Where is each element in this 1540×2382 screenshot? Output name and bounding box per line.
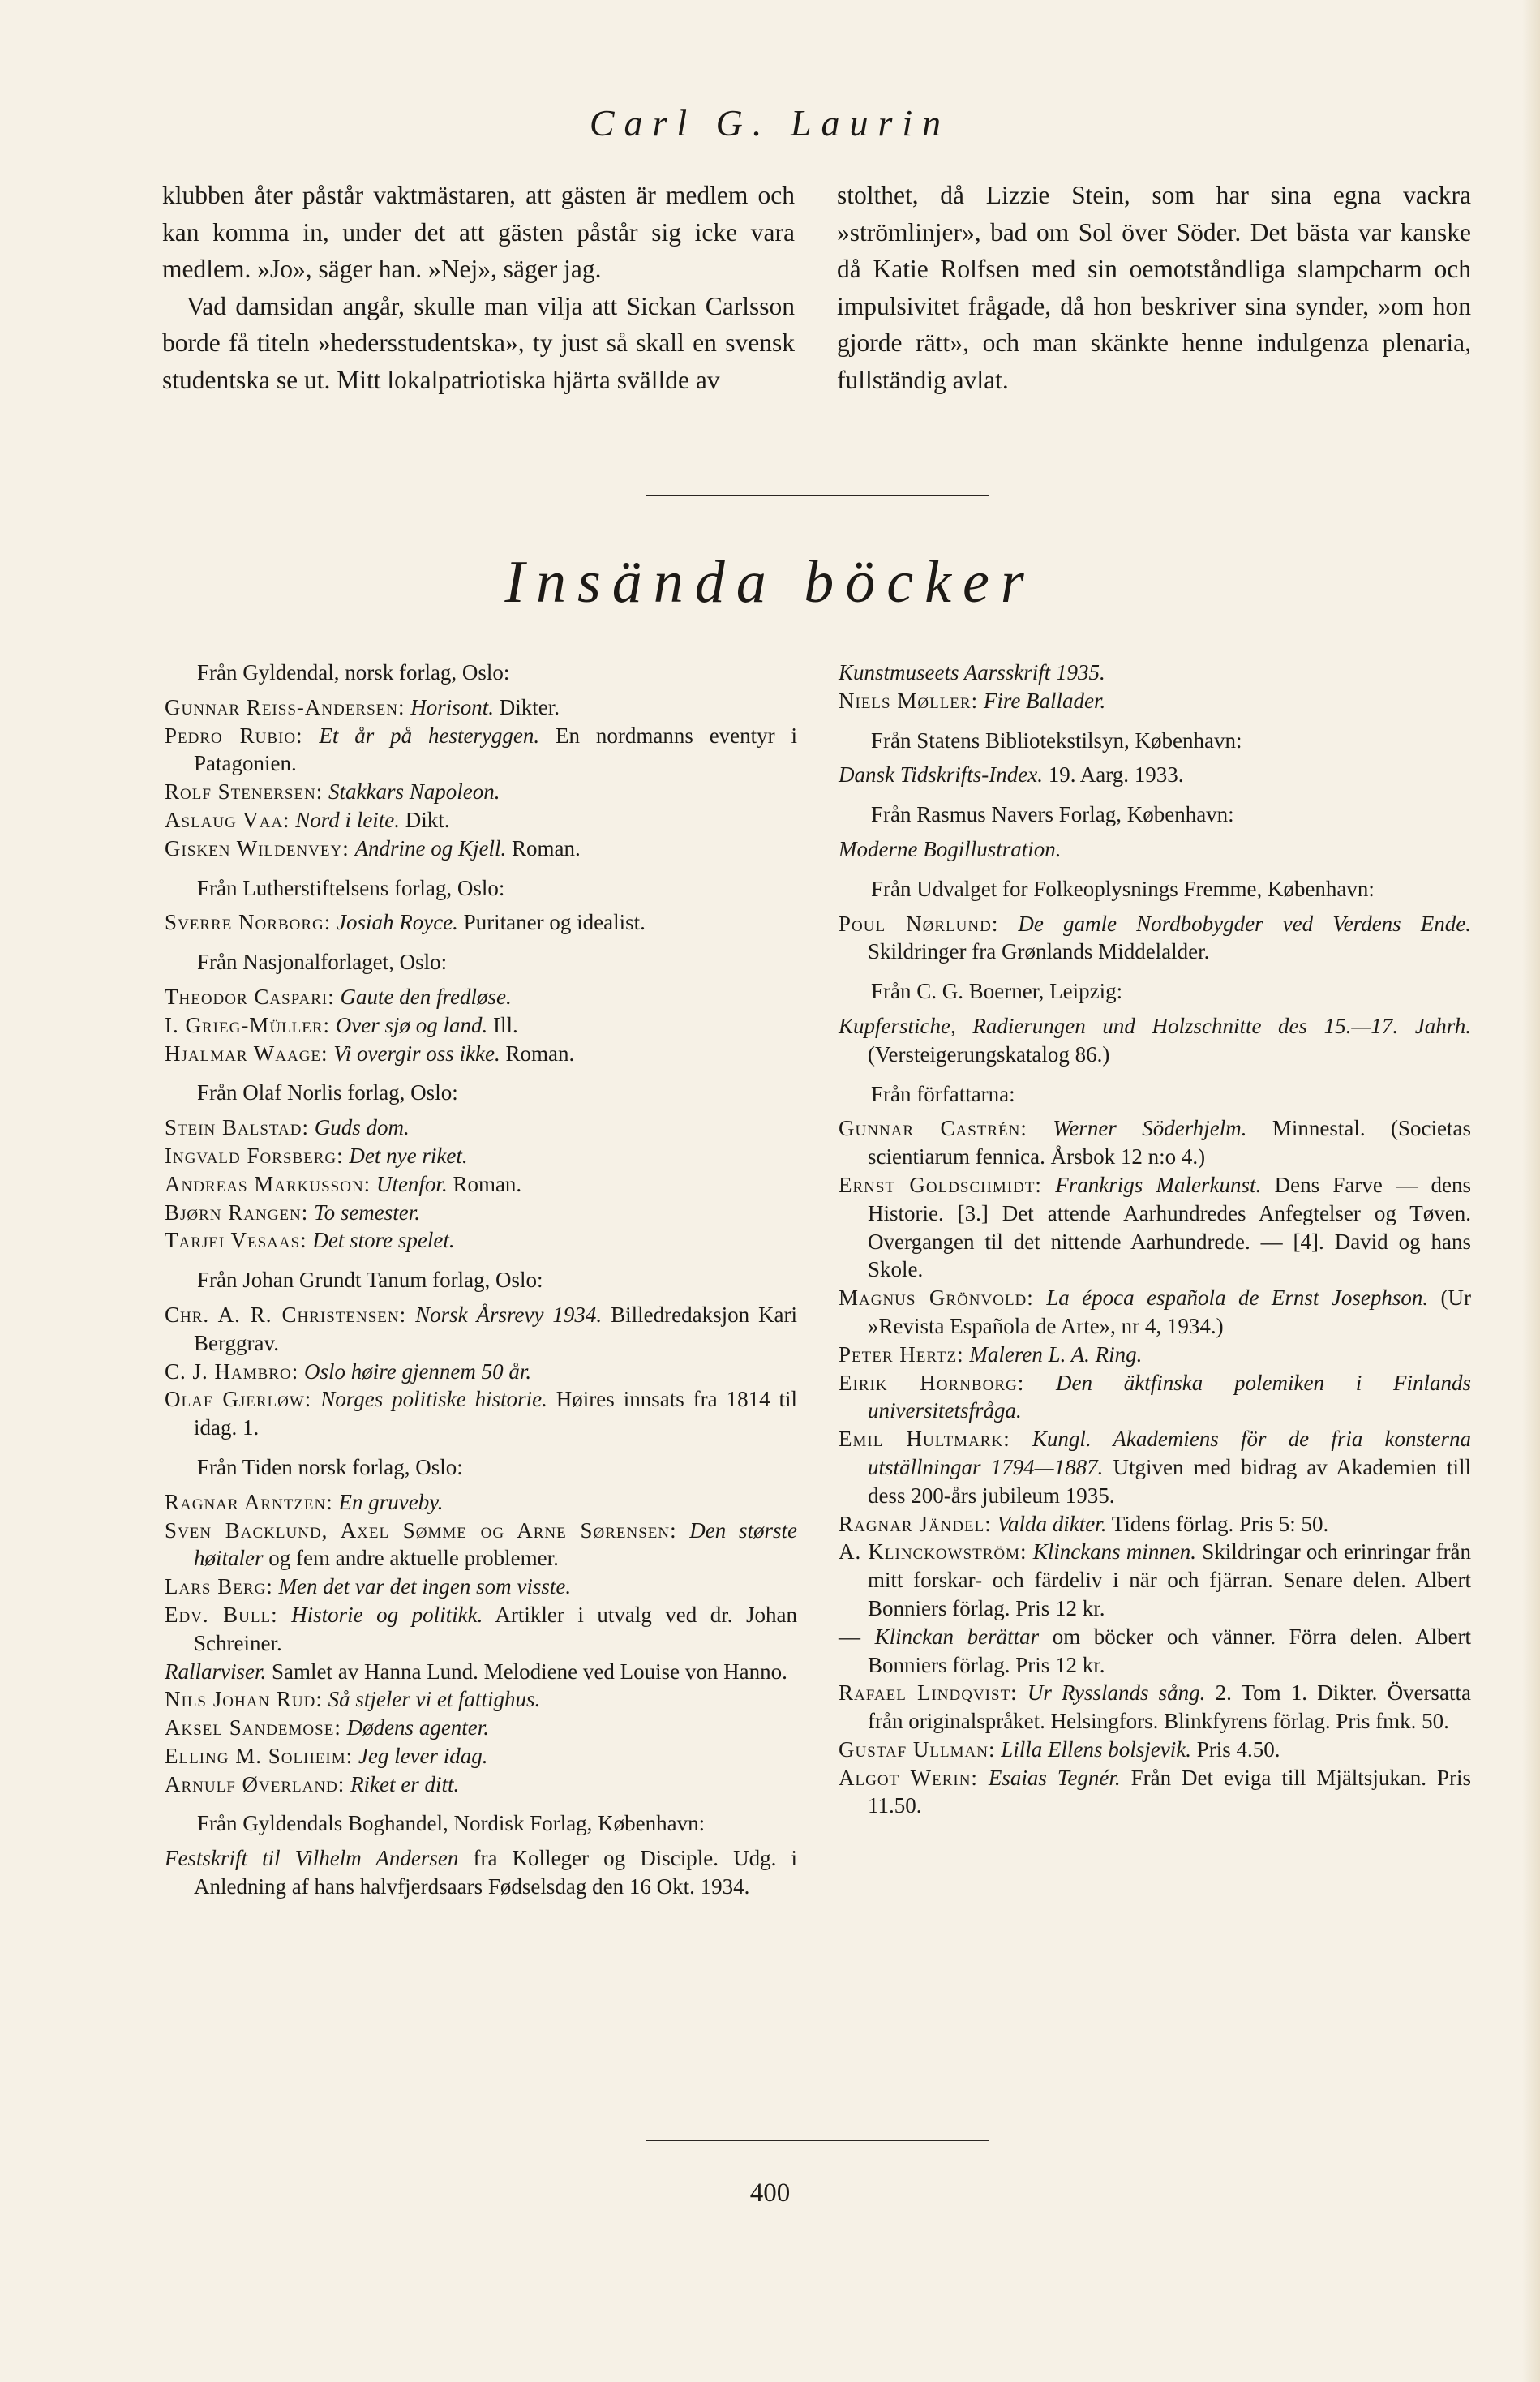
article-column-right — [837, 177, 1471, 398]
book-entry — [165, 908, 797, 937]
book-author: Hjalmar Waage: — [165, 1041, 328, 1066]
book-entry — [165, 806, 797, 835]
book-entry — [839, 1764, 1471, 1821]
publisher-heading: Från Gyldendal, norsk forlag, Oslo: — [197, 660, 510, 685]
book-details: Artikler i utvalg ved dr. Johan Schreiner. — [194, 1602, 798, 1655]
book-details: Samlet av Hanna Lund. Melodiene ved Louise von Hanno. — [272, 1659, 787, 1684]
book-details: om böcker och vänner. Förra delen. Albert Bonniers förlag. Pris 12 kr. — [868, 1624, 1472, 1677]
book-details: Dikt. — [405, 807, 450, 832]
publisher-heading: Från Nasjonalforlaget, Oslo: — [197, 950, 448, 975]
book-title: Historie og politikk. — [291, 1602, 483, 1627]
book-entry — [165, 1844, 797, 1901]
book-author: Niels Møller: — [839, 688, 979, 713]
book-author: Pedro Rubio: — [165, 723, 303, 748]
book-details: Skildringar och erinringar från mitt forskar- och färdeliv i när och fjärran. Senare delen. Albert Bonniers förlag. Pris 12 kr. — [868, 1539, 1471, 1620]
book-details: Pris 4.50. — [1196, 1736, 1280, 1762]
book-title: Dansk Tidskrifts-Index. — [839, 762, 1043, 788]
book-author: Edv. Bull: — [165, 1602, 278, 1627]
page-number: 400 — [749, 2178, 791, 2208]
publisher-heading: Från Johan Grundt Tanum forlag, Oslo: — [197, 1268, 543, 1293]
book-entry — [165, 1601, 797, 1658]
book-title: Vi overgir oss ikke. — [333, 1041, 500, 1066]
article-paragraph: klubben åter påstår vaktmästaren, att gästen är medlem och kan komma in, under det att gästen påstår sig icke vara medlem. »Jo», säger han. »Nej», säger jag. — [162, 181, 795, 283]
publisher-heading: Från Gyldendals Boghandel, Nordisk Forlag, København: — [197, 1811, 706, 1836]
book-title: Josiah Royce. — [336, 910, 458, 935]
book-author: Tarjei Vesaas: — [165, 1228, 307, 1253]
book-entry — [165, 1142, 797, 1170]
book-title: Det nye riket. — [349, 1143, 468, 1168]
book-author: Stein Balstad: — [165, 1115, 309, 1140]
publisher-heading: Från Rasmus Navers Forlag, København: — [871, 802, 1234, 827]
page-edge — [1522, 0, 1540, 2382]
section-title: Insända böcker — [504, 549, 1036, 616]
book-author: Olaf Gjerløw: — [165, 1387, 312, 1412]
book-details: Tidens förlag. Pris 5: 50. — [1111, 1511, 1329, 1536]
book-author: Rolf Stenersen: — [165, 779, 324, 805]
book-author: Ernst Goldschmidt: — [839, 1172, 1042, 1197]
publisher-heading: Från Lutherstiftelsens forlag, Oslo: — [197, 875, 505, 900]
book-author: Theodor Caspari: — [165, 984, 335, 1009]
book-entry — [839, 1369, 1471, 1426]
book-title: To semester. — [314, 1200, 421, 1225]
book-author: Aslaug Vaa: — [165, 807, 290, 832]
book-entry — [839, 1736, 1471, 1764]
book-entry — [165, 1226, 797, 1255]
book-title: Nord i leite. — [295, 807, 401, 832]
book-title: Fire Ballader. — [983, 688, 1106, 713]
book-title: Klinckans minnen. — [1032, 1539, 1197, 1564]
book-title: Den äktfinska polemiken i Finlands universitetsfråga. — [868, 1370, 1472, 1423]
publisher-heading: Från Udvalget for Folkeoplysnings Fremme, København: — [871, 876, 1375, 901]
book-title: Werner Söderhjelm. — [1053, 1116, 1247, 1141]
book-author: Gunnar Castrén: — [839, 1116, 1027, 1141]
book-author: Poul Nørlund: — [839, 911, 999, 936]
book-title: Klinckan berättar — [874, 1624, 1040, 1649]
book-author: Bjørn Rangen: — [165, 1200, 309, 1225]
book-author: Sven Backlund, Axel Sømme og Arne Sørensen: — [165, 1517, 677, 1543]
book-author: I. Grieg-Müller: — [165, 1012, 331, 1037]
publisher-heading: Från Statens Bibliotekstilsyn, København: — [871, 727, 1242, 753]
book-entry — [165, 722, 797, 779]
book-entry — [165, 835, 797, 863]
book-title: Norsk Årsrevy 1934. — [415, 1302, 603, 1327]
book-details: Minnestal. (Societas scientiarum fennica. Årsbok 12 n:o 4.) — [868, 1116, 1472, 1170]
book-entry — [165, 1573, 797, 1601]
book-author: Andreas Markusson: — [165, 1171, 371, 1196]
book-entry — [165, 983, 797, 1011]
book-details: Billedredaksjon Kari Berggrav. — [194, 1302, 798, 1355]
book-title: La época española de Ernst Josephson. — [1046, 1285, 1429, 1311]
book-details: (Versteigerungskatalog 86.) — [868, 1041, 1110, 1067]
book-entry — [165, 1199, 797, 1227]
book-details: (Ur »Revista Española de Arte», nr 4, 1934.) — [868, 1285, 1472, 1338]
book-title: De gamle Nordbobygder ved Verdens Ende. — [1018, 911, 1471, 936]
book-title: Utenfor. — [375, 1171, 448, 1196]
book-title: Jeg lever idag. — [358, 1743, 488, 1768]
book-entry — [165, 1301, 797, 1358]
book-entry — [165, 1170, 797, 1199]
book-entry — [839, 761, 1471, 789]
book-title: Ur Rysslands sång. — [1027, 1680, 1206, 1706]
book-details: Puritaner og idealist. — [463, 910, 646, 935]
book-author: Arnulf Øverland: — [165, 1771, 345, 1796]
book-entry — [839, 835, 1471, 864]
book-details: Skildringer fra Grønlands Middelalder. — [868, 939, 1210, 964]
book-author: Emil Hultmark: — [839, 1427, 1010, 1452]
book-entry — [839, 1425, 1471, 1509]
book-title: Esaias Tegnér. — [988, 1765, 1121, 1790]
book-author: Ragnar Jändel: — [839, 1511, 992, 1536]
book-author: Ingvald Forsberg: — [165, 1143, 344, 1168]
book-author: Aksel Sandemose: — [165, 1715, 341, 1740]
publisher-heading: Från C. G. Boerner, Leipzig: — [871, 979, 1123, 1004]
book-author: Chr. A. R. Christensen: — [165, 1302, 407, 1327]
section-divider — [646, 495, 989, 496]
book-author: Sverre Norborg: — [165, 910, 332, 935]
book-title: Kunstmuseets Aarsskrift 1935. — [839, 660, 1105, 685]
book-title: Et år på hesteryggen. — [319, 723, 540, 748]
book-details: Høires innsats fra 1814 til idag. 1. — [194, 1387, 798, 1440]
book-entry — [839, 1341, 1471, 1369]
book-title: Kungl. Akademiens för de fria konsterna utställningar 1794—1887. — [868, 1427, 1471, 1479]
book-entry — [165, 1714, 797, 1742]
book-title: Horisont. — [410, 694, 495, 719]
book-author: Gunnar Reiss-Andersen: — [165, 694, 405, 719]
book-entry — [839, 1114, 1471, 1171]
book-title: Kupferstiche, Radierungen und Holzschnitte des 15.—17. Jahrh. — [839, 1013, 1471, 1038]
book-entry — [839, 659, 1471, 687]
book-title: Moderne Bogillustration. — [839, 836, 1062, 861]
book-details: Dikter. — [499, 694, 560, 719]
book-author: Eirik Hornborg: — [839, 1370, 1025, 1395]
book-title: Frankrigs Malerkunst. — [1055, 1172, 1262, 1197]
book-title: Dødens agenter. — [346, 1715, 490, 1740]
book-author: Elling M. Solheim: — [165, 1743, 354, 1768]
publisher-heading: Från Tiden norsk forlag, Oslo: — [197, 1454, 463, 1479]
book-title: Norges politiske historie. — [320, 1387, 547, 1412]
book-entry — [165, 1011, 797, 1040]
book-details: En nordmanns eventyr i Patagonien. — [194, 723, 798, 776]
book-details: Roman. — [505, 1041, 575, 1066]
book-title: Gaute den fredløse. — [340, 984, 512, 1009]
book-author: — — [839, 1624, 861, 1649]
book-title: Lilla Ellens bolsjevik. — [1001, 1736, 1191, 1762]
book-entry — [839, 1012, 1471, 1069]
book-author: Peter Hertz: — [839, 1341, 964, 1367]
book-entry — [165, 1770, 797, 1799]
book-title: Men det var det ingen som visste. — [278, 1574, 572, 1599]
book-title: Valda dikter. — [997, 1511, 1107, 1536]
book-title: Maleren L. A. Ring. — [969, 1341, 1143, 1367]
book-entry — [839, 1284, 1471, 1341]
book-author: Nils Johan Rud: — [165, 1687, 323, 1712]
article-paragraph: Vad damsidan angår, skulle man vilja att Sickan Carlsson borde få titeln »hedersstudentska», ty just så skall en svensk studentska se ut. Mitt lokalpatriotiska hjärta svällde av — [162, 291, 795, 394]
book-title: En gruveby. — [338, 1489, 444, 1514]
book-entry — [839, 1510, 1471, 1539]
book-author: Rafael Lindqvist: — [839, 1680, 1018, 1706]
book-title: Riket er ditt. — [350, 1771, 460, 1796]
book-title: Den største høitaler — [194, 1517, 797, 1571]
book-author: Ragnar Arntzen: — [165, 1489, 333, 1514]
book-details: fra Kolleger og Disciple. Udg. i Anledning af hans halvfjerdsaars Fødselsdag den 16 Okt. 1934. — [194, 1846, 797, 1899]
book-details: 19. Aarg. 1933. — [1048, 762, 1184, 788]
book-entry — [165, 1517, 797, 1573]
book-entry — [165, 1685, 797, 1714]
book-list-left-column — [165, 659, 797, 1901]
article-paragraph: stolthet, då Lizzie Stein, som har sina egna vackra »strömlinjer», bad om Sol över Söder. Det bästa var kanske då Katie Rolfsen med sin oemotståndliga slampcharm och impulsivitet frågade, då hon beskriver sina synder, »om hon gjorde rätt», och man skänkte henne indulgenza plenaria, fullständig avlat. — [837, 181, 1471, 394]
book-author: Lars Berg: — [165, 1574, 273, 1599]
book-entry — [165, 693, 797, 722]
book-author: Gisken Wildenvey: — [165, 835, 350, 861]
running-head: Carl G. Laurin — [589, 102, 951, 144]
book-entry — [839, 1538, 1471, 1622]
book-details: 2. Tom 1. Dikter. Översatta från originalspråket. Helsingfors. Blinkfyrens förlag. Pris fmk. 50. — [868, 1680, 1472, 1734]
book-entry — [165, 778, 797, 806]
book-entry — [165, 1385, 797, 1442]
book-details: Dens Farve — dens Historie. [3.] Det attende Aarhundredes Anfegtelser og Tøven. Overgangen til det nittende Aarhundrede. — [4]. David og hans Skole. — [868, 1172, 1471, 1282]
book-details: Från Det eviga till Mjältsjukan. Pris 11.50. — [868, 1765, 1472, 1818]
book-list-right-column — [839, 659, 1471, 1820]
book-entry — [839, 910, 1471, 967]
book-details: Utgiven med bidrag av Akademien till dess 200-års jubileum 1935. — [868, 1454, 1472, 1508]
book-entry — [839, 1679, 1471, 1736]
book-entry — [839, 1623, 1471, 1680]
book-details: Roman. — [511, 835, 581, 861]
book-title: Rallarviser. — [165, 1659, 267, 1684]
book-title: Stakkars Napoleon. — [328, 779, 500, 805]
book-title: Festskrift til Vilhelm Andersen — [165, 1846, 459, 1871]
book-entry — [839, 687, 1471, 715]
book-entry — [165, 1742, 797, 1770]
publisher-heading: Från författarna: — [871, 1081, 1015, 1106]
book-title: Guds dom. — [314, 1115, 410, 1140]
book-author: Gustaf Ullman: — [839, 1736, 996, 1762]
book-author: Magnus Grönvold: — [839, 1285, 1034, 1311]
book-entry — [839, 1171, 1471, 1284]
book-details: Ill. — [493, 1012, 518, 1037]
book-author: Algot Werin: — [839, 1765, 978, 1790]
article-column-left — [162, 177, 795, 398]
book-author: A. Klinckowström: — [839, 1539, 1027, 1564]
book-entry — [165, 1488, 797, 1517]
book-title: Over sjø og land. — [335, 1012, 488, 1037]
book-details: Roman. — [453, 1171, 522, 1196]
book-entry — [165, 1040, 797, 1068]
book-entry — [165, 1358, 797, 1386]
book-entry — [165, 1658, 797, 1686]
book-title: Andrine og Kjell. — [354, 835, 507, 861]
publisher-heading: Från Olaf Norlis forlag, Oslo: — [197, 1080, 458, 1105]
book-title: Det store spelet. — [312, 1228, 455, 1253]
footer-divider — [646, 2140, 989, 2141]
book-author: C. J. Hambro: — [165, 1358, 299, 1384]
book-entry — [165, 1114, 797, 1142]
book-title: Så stjeler vi et fattighus. — [328, 1687, 541, 1712]
book-details: og fem andre aktuelle problemer. — [268, 1546, 559, 1571]
book-title: Oslo høire gjennem 50 år. — [303, 1358, 532, 1384]
